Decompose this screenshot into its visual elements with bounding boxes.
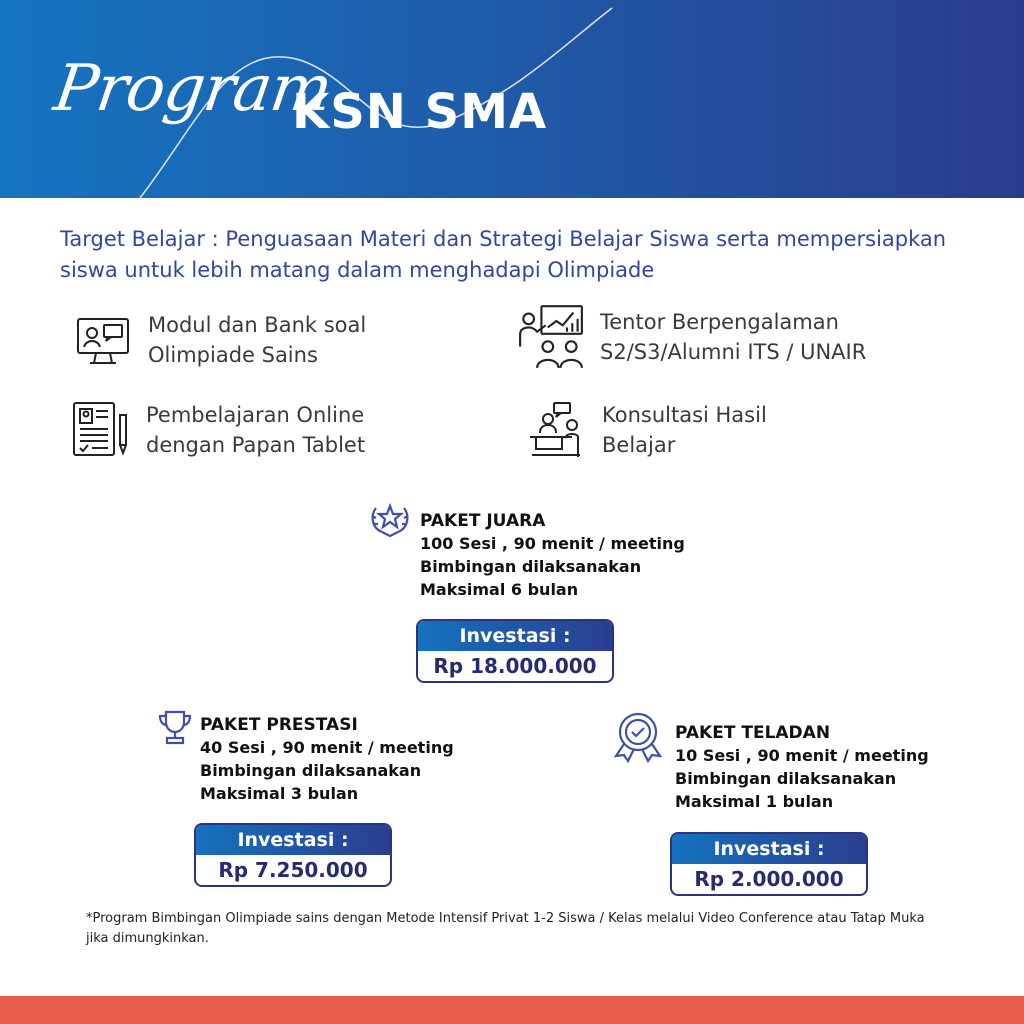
paket-juara [420, 510, 685, 601]
feature-tentor [518, 304, 866, 370]
paket-prestasi-sesi: 40 Sesi , 90 menit / meeting [200, 738, 454, 757]
presentation-icon [518, 304, 584, 370]
paket-teladan-price-box [670, 832, 868, 896]
paket-prestasi-title: PAKET PRESTASI [200, 715, 358, 735]
paket-prestasi [200, 714, 454, 805]
feature-konsultasi-text: Konsultasi Hasil Belajar [602, 403, 767, 457]
paket-prestasi-price: Rp 7.250.000 [218, 858, 368, 882]
paket-prestasi-price-box [194, 823, 392, 887]
document-icon [72, 401, 130, 459]
feature-pembelajaran-text: Pembelajaran Online dengan Papan Tablet [146, 403, 366, 457]
paket-teladan-investasi-label: Investasi : [672, 834, 866, 864]
paket-teladan-sesi: 10 Sesi , 90 menit / meeting [675, 746, 929, 765]
header-banner [0, 0, 1024, 198]
footnote: *Program Bimbingan Olimpiade sains dengan Metode Intensif Privat 1-2 Siswa / Kelas melalui Video Conference atau Tatap Muka jika dimungkinkan. [86, 911, 925, 946]
paket-juara-title: PAKET JUARA [420, 511, 546, 531]
paket-juara-investasi-label: Investasi : [418, 621, 612, 651]
paket-teladan-price: Rp 2.000.000 [694, 867, 844, 891]
consultation-icon [528, 401, 586, 459]
paket-teladan-title: PAKET TELADAN [675, 723, 831, 743]
main-title: KSN SMA [292, 84, 548, 140]
paket-teladan-bimbingan: Bimbingan dilaksanakan [675, 769, 897, 788]
bottom-accent-bar [0, 996, 1024, 1024]
target-belajar-text: Target Belajar : Penguasaan Materi dan Strategi Belajar Siswa serta mempersiapkan siswa untuk lebih matang dalam menghadapi Olimpiade [60, 227, 947, 282]
monitor-icon [74, 311, 132, 369]
paket-juara-sesi: 100 Sesi , 90 menit / meeting [420, 534, 685, 553]
trophy-icon [156, 708, 194, 746]
paket-juara-price-box [416, 619, 614, 683]
paket-juara-durasi: Maksimal 6 bulan [420, 580, 579, 599]
script-title: Program [49, 52, 336, 126]
badge-check-icon [612, 710, 664, 764]
paket-juara-bimbingan: Bimbingan dilaksanakan [420, 557, 642, 576]
paket-teladan [675, 722, 929, 813]
paket-prestasi-durasi: Maksimal 3 bulan [200, 784, 359, 803]
paket-prestasi-bimbingan: Bimbingan dilaksanakan [200, 761, 422, 780]
laurel-star-icon [368, 498, 412, 540]
feature-modul-text: Modul dan Bank soal Olimpiade Sains [148, 313, 367, 367]
paket-prestasi-investasi-label: Investasi : [196, 825, 390, 855]
feature-pembelajaran [72, 400, 365, 460]
paket-juara-price: Rp 18.000.000 [433, 654, 597, 678]
paket-teladan-durasi: Maksimal 1 bulan [675, 792, 834, 811]
feature-modul [74, 310, 366, 370]
feature-konsultasi [528, 400, 767, 460]
feature-tentor-text: Tentor Berpengalaman S2/S3/Alumni ITS / UNAIR [600, 310, 867, 364]
